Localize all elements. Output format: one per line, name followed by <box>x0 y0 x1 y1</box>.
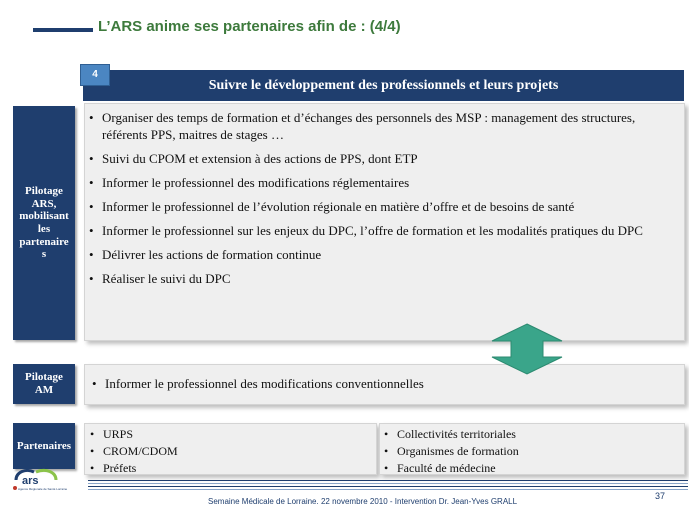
list-item: • Réaliser le suivi du DPC <box>86 270 674 287</box>
side-label-line: AM <box>34 384 54 396</box>
am-action-list <box>89 376 669 392</box>
svg-text:Agence Régionale de Santé Lorr: Agence Régionale de Santé Lorraine <box>18 487 68 491</box>
list-item: • Organiser des temps de formation et d’échanges des personnels des MSP : management des structures, référents PPS, maitres de stages … <box>86 109 674 143</box>
list-item: • Suivi du CPOM et extension à des actions de PPS, dont ETP <box>86 150 674 167</box>
side-label-line: s <box>41 248 47 261</box>
list-item: • Informer le professionnel des modifications réglementaires <box>86 174 674 191</box>
page-number: 37 <box>655 491 666 501</box>
section-number-badge: 4 <box>80 64 110 86</box>
side-label-pilotage-ars <box>13 106 75 340</box>
side-label-line: ARS, <box>31 197 57 210</box>
ars-action-list <box>86 109 674 294</box>
svg-text:ars: ars <box>22 475 39 487</box>
list-item: • Préfets <box>87 460 178 477</box>
ars-lorraine-logo <box>12 466 82 502</box>
list-item: • Faculté de médecine <box>381 460 519 477</box>
list-item: • CROM/CDOM <box>87 443 178 460</box>
footer-caption: Semaine Médicale de Lorraine. 22 novembre 2010 - Intervention Dr. Jean-Yves GRALL <box>208 497 518 506</box>
partners-left-list <box>87 426 178 477</box>
side-label-line: partenaire <box>19 235 69 248</box>
slide-title: L’ARS anime ses partenaires afin de : (4/4) <box>98 18 401 35</box>
list-item: • Organismes de formation <box>381 443 519 460</box>
footer-rule <box>88 480 688 492</box>
double-arrow-icon <box>491 323 563 375</box>
side-label-partenaires: Partenaires <box>13 423 75 469</box>
side-label-line: les <box>37 223 51 235</box>
list-item: • Collectivités territoriales <box>381 426 519 443</box>
side-label-line: mobilisant <box>19 210 69 223</box>
side-label-pilotage-am <box>13 364 75 404</box>
side-label-line: Pilotage <box>25 371 63 384</box>
partners-right-list <box>381 426 519 477</box>
list-item: • Informer le professionnel sur les enjeux du DPC, l’offre de formation et les modalités pratiques du DPC <box>86 222 674 239</box>
section-header: Suivre le développement des professionnels et leurs projets <box>83 70 684 101</box>
title-accent-bar <box>33 28 93 32</box>
list-item: • Informer le professionnel de l’évolution régionale en matière d’offre et de besoins de santé <box>86 198 674 215</box>
list-item: • URPS <box>87 426 178 443</box>
list-item: • Informer le professionnel des modifications conventionnelles <box>89 376 669 392</box>
side-label-line: Pilotage <box>25 185 63 198</box>
list-item: • Délivrer les actions de formation continue <box>86 246 674 263</box>
